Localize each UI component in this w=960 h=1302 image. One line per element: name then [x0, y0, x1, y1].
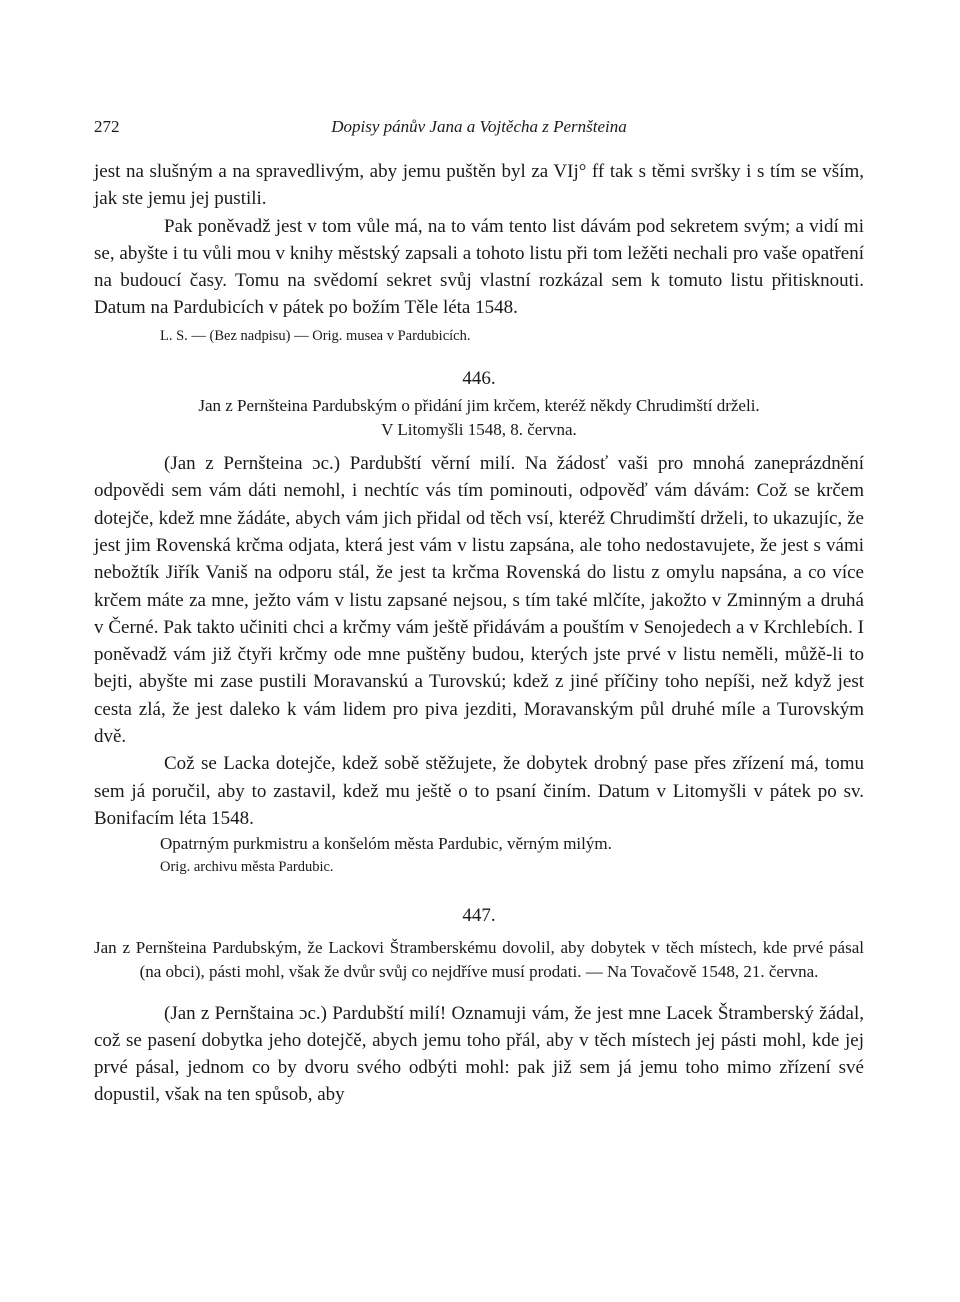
letter-446-address: Opatrným purkmistru a konšelóm města Pardubic, věrným milým.	[160, 834, 612, 854]
letter-446-source-note: Orig. archivu města Pardubic.	[160, 859, 334, 876]
prev-letter-paragraph-1: jest na slušným a na spravedlivým, aby jemu puštěn byl za VIj° ff tak s těmi svršky i s tím se vším, jak ste jemu jej pustili.	[94, 161, 864, 210]
letter-446-regest-line-1: Jan z Pernšteina Pardubským o přidání jim krčem, kteréž někdy Chrudimští drželi.	[198, 396, 760, 416]
letter-447-paragraph-1: (Jan z Pernštaina ɔc.) Pardubští milí! Oznamuji vám, že jest mne Lacek Štramberský žádal, což se pasení dobytka jeho dotejčě, abych jemu toho přál, aby v těch místech jej pásti mohl, kde jej prvé pásal, jednom co by dvoru svého odbýti mohl: pak již sem já jemu toho mimo zřízení své dopustil, však na ten spůsob, aby	[94, 1002, 864, 1106]
prev-letter-source-note: L. S. — (Bez nadpisu) — Orig. musea v Pardubicích.	[160, 327, 471, 344]
prev-letter-paragraph-2: Pak poněvadž jest v tom vůle má, na to vám tento list dávám pod sekretem svým; a vidí mi se, abyšte i tu vůli mou v knihy městský zapsali a tohoto listu při tom ležěti nechali pro vaše opatření na budoucí časy. Tomu na svědomí sekret svůj vlastní rozkázal sem k tomuto listu přitisknouti. Datum na Pardubicích v pátek po božím Těle léta 1548.	[94, 215, 864, 319]
letter-446-number: 446.	[462, 367, 496, 389]
page-header	[94, 117, 864, 147]
letter-446-regest-line-2: V Litomyšli 1548, 8. června.	[381, 420, 577, 440]
page-number: 272	[94, 117, 120, 136]
letter-447-regest: Jan z Pernšteina Pardubským, že Lackovi Štramberskému dovolil, aby dobytek v těch místech, kde prvé pásal (na obci), pásti mohl, však že dvůr svůj co nejdříve musí prodati. — Na Tovačově 1548, 21. června.	[94, 937, 864, 981]
letter-446-paragraph-2: Což se Lacka dotejče, kdež sobě stěžujete, že dobytek drobný pase přes zřízení má, tomu sem já poručil, aby to zastavil, kdež mu ještě o to psaní činím. Datum v Litomyšli v pátek po sv. Bonifacím léta 1548.	[94, 753, 864, 829]
running-title: Dopisy pánův Jana a Vojtěcha z Pernšteina	[331, 117, 627, 136]
letter-446-paragraph-1: (Jan z Pernšteina ɔc.) Pardubští věrní milí. Na žádosť vaši pro mnohá zaneprázdnění odpovědi sem vám dáti nemohl, i nechtíc vás tím pominouti, odpověď vám dávám: Což se krčem dotejče, kdež mne žádáte, abych vám jich přidal od těch vsí, kteréž Chrudimští drželi, to ukazujíc, že jest jim Rovenská krčma odjata, která jest vám v listu zapsána, ale toho nedostavujete, že jest s vámi nebožtík Jiřík Vaniš na odporu stál, že jest ta krčma Rovenská do listu z omylu napsána, a co více krčem máte za mne, ježto vám v listu zapsané nejsou, s tím také mlčíte, jakožto v Zminným a druhá v Černé. Pak takto učiniti chci a krčmy vám ještě přidávám a pouštím v Senojedech a v Krchlebích. I poněvadž vám již čtyři krčmy ode mne puštěny budou, kterých jste prvé v listu neměli, můžě-li to bejti, abyšte mi zase pustili Moravanskú a Turovskú; kdež z jiné příčiny toho nepíši, než když jest cesta zlá, že jest daleko k vám lidem pro piva jezditi, Moravanským půl druhé míle a Turovským dvě.	[94, 453, 864, 748]
page-body	[94, 158, 864, 1109]
book-page	[94, 117, 864, 1109]
letter-447-number: 447.	[462, 905, 496, 927]
